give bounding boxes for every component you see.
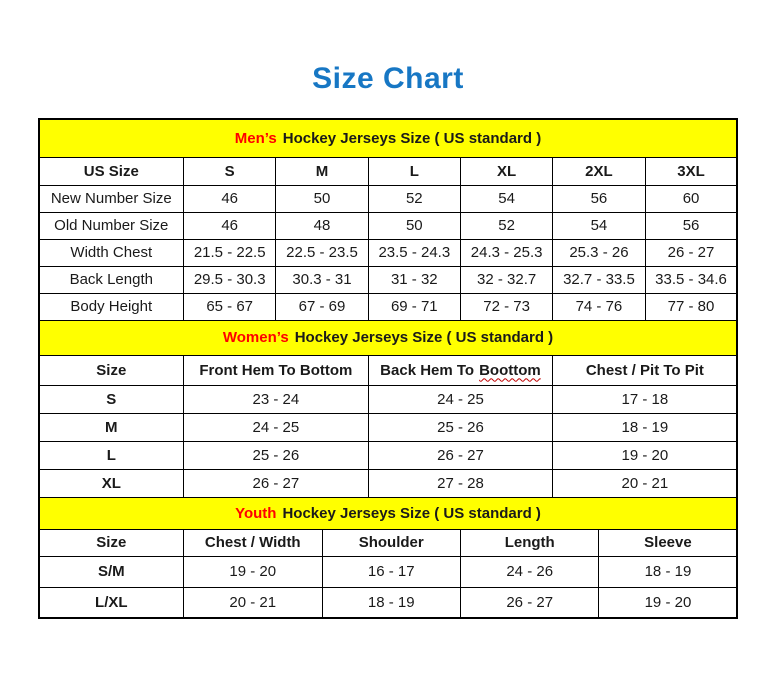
mens-col-header: XL [460, 157, 552, 185]
mens-table-row [39, 266, 738, 293]
youth-section-band [39, 497, 738, 529]
mens-cell: 74 - 76 [553, 293, 645, 320]
youth-title-rest: Hockey Jerseys Size ( US standard ) [282, 504, 541, 522]
mens-row-label: Old Number Size [39, 212, 184, 239]
mens-section-band [39, 119, 738, 157]
mens-cell: 60 [645, 185, 737, 212]
page-title: Size Chart [312, 62, 464, 95]
womens-table-row [39, 441, 738, 469]
youth-col-header: Size [39, 529, 184, 556]
youth-cell: 18 - 19 [322, 587, 460, 618]
mens-cell: 52 [368, 185, 460, 212]
womens-row-label: S [39, 385, 184, 413]
mens-table-row [39, 185, 738, 212]
mens-col-header: US Size [39, 157, 184, 185]
womens-section-band [39, 320, 738, 355]
mens-cell: 33.5 - 34.6 [645, 266, 737, 293]
womens-col-header: Front Hem To Bottom [184, 355, 369, 385]
mens-title-highlight: Men’s [234, 129, 277, 147]
mens-cell: 50 [276, 185, 368, 212]
womens-col-header [368, 355, 553, 385]
mens-cell: 26 - 27 [645, 239, 737, 266]
mens-cell: 24.3 - 25.3 [460, 239, 552, 266]
mens-cell: 30.3 - 31 [276, 266, 368, 293]
mens-row-label: Width Chest [39, 239, 184, 266]
womens-row-label: M [39, 413, 184, 441]
mens-cell: 56 [553, 185, 645, 212]
mens-table-row [39, 212, 738, 239]
womens-title-rest: Hockey Jerseys Size ( US standard ) [294, 329, 554, 346]
mens-cell: 65 - 67 [184, 293, 276, 320]
youth-cell: 26 - 27 [460, 587, 598, 618]
youth-header-row [39, 529, 738, 556]
womens-cell: 27 - 28 [368, 469, 553, 497]
mens-cell: 46 [184, 185, 276, 212]
womens-cell: 24 - 25 [368, 385, 553, 413]
womens-header-row [39, 355, 738, 385]
mens-section-title [39, 119, 738, 157]
mens-title-rest: Hockey Jerseys Size ( US standard ) [282, 129, 542, 147]
youth-row-label: S/M [39, 556, 184, 587]
mens-row-label: Body Height [39, 293, 184, 320]
youth-cell: 20 - 21 [184, 587, 322, 618]
womens-cell: 20 - 21 [553, 469, 738, 497]
mens-cell: 67 - 69 [276, 293, 368, 320]
womens-cell: 25 - 26 [368, 413, 553, 441]
mens-cell: 50 [368, 212, 460, 239]
womens-cell: 23 - 24 [184, 385, 369, 413]
youth-col-header: Length [460, 529, 598, 556]
youth-section-title [39, 497, 738, 529]
mens-cell: 54 [553, 212, 645, 239]
youth-table-row [39, 587, 738, 618]
mens-header-row [39, 157, 738, 185]
mens-table-row [39, 239, 738, 266]
youth-col-header: Shoulder [322, 529, 460, 556]
youth-cell: 19 - 20 [184, 556, 322, 587]
womens-cell: 26 - 27 [368, 441, 553, 469]
youth-cell: 19 - 20 [599, 587, 738, 618]
mens-cell: 25.3 - 26 [553, 239, 645, 266]
mens-col-header: L [368, 157, 460, 185]
mens-cell: 32 - 32.7 [460, 266, 552, 293]
mens-row-label: New Number Size [39, 185, 184, 212]
youth-cell: 16 - 17 [322, 556, 460, 587]
womens-cell: 25 - 26 [184, 441, 369, 469]
womens-col-header: Chest / Pit To Pit [553, 355, 738, 385]
womens-cell: 19 - 20 [553, 441, 738, 469]
mens-col-header: S [184, 157, 276, 185]
womens-row-label: XL [39, 469, 184, 497]
mens-cell: 29.5 - 30.3 [184, 266, 276, 293]
mens-cell: 69 - 71 [368, 293, 460, 320]
womens-cell: 17 - 18 [553, 385, 738, 413]
mens-cell: 31 - 32 [368, 266, 460, 293]
mens-row-label: Back Length [39, 266, 184, 293]
mens-cell: 77 - 80 [645, 293, 737, 320]
mens-col-header: 2XL [553, 157, 645, 185]
womens-col-header-misspelled-word: Boottom [479, 361, 541, 379]
mens-cell: 56 [645, 212, 737, 239]
womens-cell: 18 - 19 [553, 413, 738, 441]
mens-col-header: M [276, 157, 368, 185]
womens-table-row [39, 469, 738, 497]
youth-col-header: Sleeve [599, 529, 738, 556]
youth-cell: 18 - 19 [599, 556, 738, 587]
mens-cell: 32.7 - 33.5 [553, 266, 645, 293]
mens-table-row [39, 293, 738, 320]
womens-col-header-back-hem-prefix: Back Hem To [380, 361, 475, 379]
mens-cell: 54 [460, 185, 552, 212]
womens-cell: 26 - 27 [184, 469, 369, 497]
womens-row-label: L [39, 441, 184, 469]
womens-col-header: Size [39, 355, 184, 385]
mens-cell: 46 [184, 212, 276, 239]
womens-cell: 24 - 25 [184, 413, 369, 441]
mens-cell: 21.5 - 22.5 [184, 239, 276, 266]
mens-col-header: 3XL [645, 157, 737, 185]
mens-cell: 48 [276, 212, 368, 239]
size-chart-table [38, 118, 739, 619]
youth-cell: 24 - 26 [460, 556, 598, 587]
mens-cell: 23.5 - 24.3 [368, 239, 460, 266]
mens-cell: 72 - 73 [460, 293, 552, 320]
youth-table-row [39, 556, 738, 587]
youth-col-header: Chest / Width [184, 529, 322, 556]
mens-cell: 52 [460, 212, 552, 239]
womens-section-title [39, 320, 738, 355]
youth-row-label: L/XL [39, 587, 184, 618]
womens-title-highlight: Women’s [222, 329, 289, 346]
womens-table-row [39, 413, 738, 441]
youth-title-highlight: Youth [235, 504, 277, 522]
womens-table-row [39, 385, 738, 413]
mens-cell: 22.5 - 23.5 [276, 239, 368, 266]
